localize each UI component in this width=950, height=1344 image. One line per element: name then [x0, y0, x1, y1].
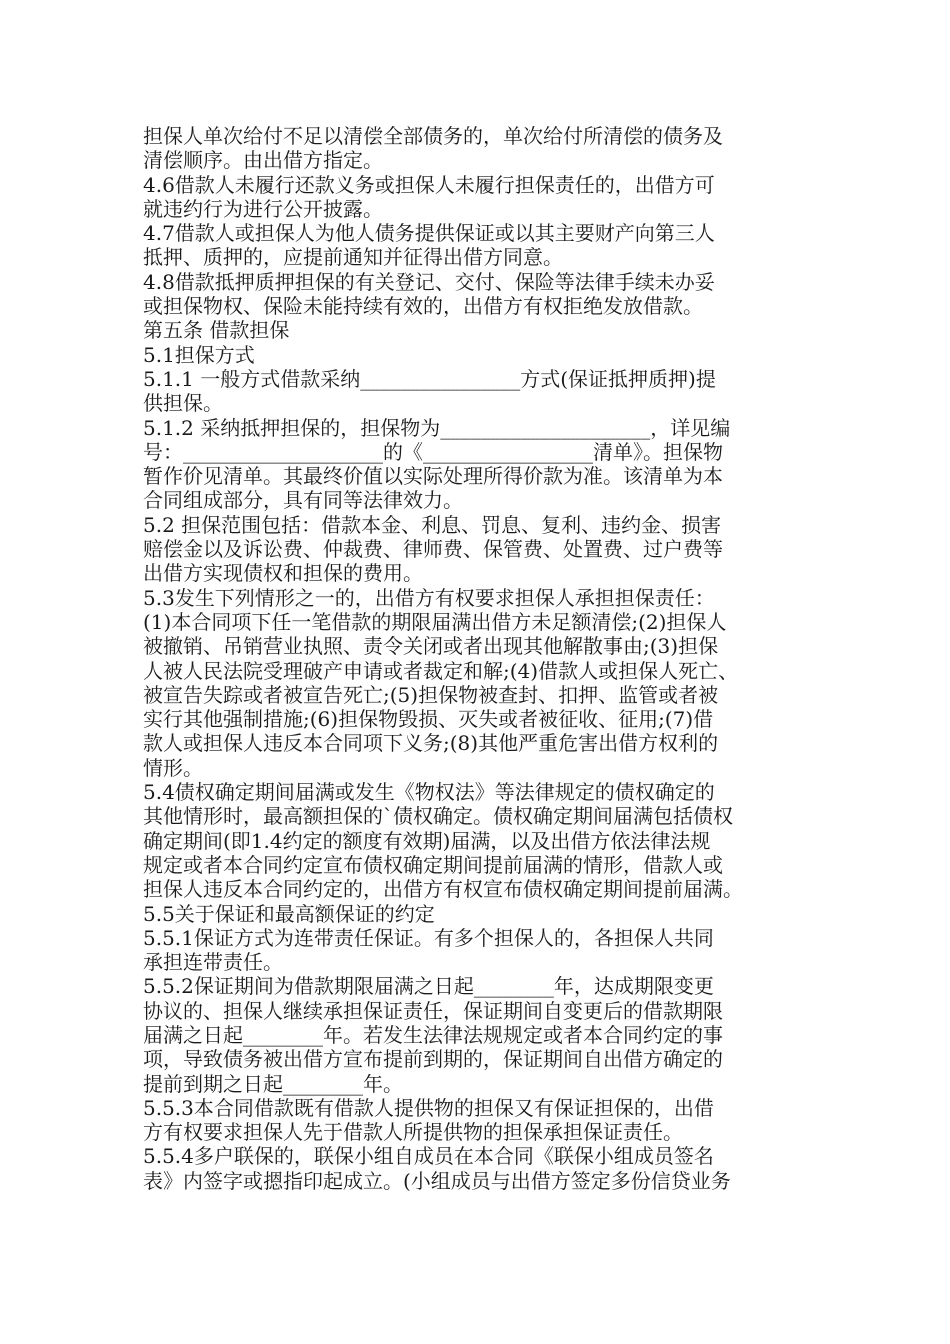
- text-line: 担保人单次给付不足以清偿全部债务的，单次给付所清偿的债务及: [143, 124, 723, 148]
- section-heading: 第五条 借款担保: [143, 318, 290, 343]
- text-line: 协议的、担保人继续承担保证责任，保证期间自变更后的借款期限: [143, 998, 723, 1023]
- text-line: 规定或者本合同约定宣布债权确定期间提前届满的情形，借款人或: [143, 852, 723, 877]
- text-line: 4.6借款人未履行还款义务或担保人未履行担保责任的，出借方可: [143, 172, 715, 197]
- text-line: 其他情形时，最高额担保的`债权确定。债权确定期间届满包括债权: [143, 804, 733, 829]
- text-line: 5.5.1保证方式为连带责任保证。有多个担保人的，各担保人共同: [143, 925, 714, 950]
- text-line: 清偿顺序。由出借方指定。: [143, 148, 383, 173]
- text-line: 出借方实现债权和担保的费用。: [143, 561, 423, 586]
- text-line: 5.1.2 采纳抵押担保的，担保物为_____________________，详见编: [143, 415, 731, 440]
- text-line: 实行其他强制措施;(6)担保物毁损、灭失或者被征收、征用;(7)借: [143, 707, 714, 732]
- text-line: 届满之日起________年。若发生法律法规规定或者本合同约定的事: [143, 1022, 723, 1047]
- text-line: 抵押、质押的，应提前通知并征得出借方同意。: [143, 245, 563, 270]
- text-line: 被撤销、吊销营业执照、责令关闭或者出现其他解散事由;(3)担保: [143, 634, 719, 659]
- text-line: 项，导致债务被出借方宣布提前到期的，保证期间自出借方确定的: [143, 1047, 723, 1072]
- text-line: 提前到期之日起________年。: [143, 1071, 403, 1096]
- text-line: 情形。: [143, 755, 203, 780]
- text-line: 暂作价见清单。其最终价值以实际处理所得价款为准。该清单为本: [143, 464, 723, 489]
- text-line: 或担保物权、保险未能持续有效的，出借方有权拒绝发放借款。: [143, 294, 703, 319]
- text-line: 被宣告失踪或者被宣告死亡;(5)担保物被查封、扣押、监管或者被: [143, 682, 719, 707]
- text-line: 5.2 担保范围包括：借款本金、利息、罚息、复利、违约金、损害: [143, 512, 722, 537]
- text-line: 5.4债权确定期间届满或发生《物权法》等法律规定的债权确定的: [143, 780, 715, 805]
- text-line: 赔偿金以及诉讼费、仲裁费、律师费、保管费、处置费、过户费等: [143, 537, 723, 562]
- text-line: 表》内签字或摁指印起成立。(小组成员与出借方签定多份信贷业务: [143, 1168, 731, 1193]
- document-body: [143, 124, 815, 1193]
- text-line: 确定期间(即1.4约定的额度有效期)届满，以及出借方依法律法规: [143, 828, 711, 853]
- text-line: 款人或担保人违反本合同项下义务;(8)其他严重危害出借方权利的: [143, 731, 719, 756]
- subsection-heading: 5.1担保方式: [143, 342, 255, 367]
- text-line: 就违约行为进行公开披露。: [143, 196, 383, 221]
- text-line: 方有权要求担保人先于借款人所提供物的担保承担保证责任。: [143, 1120, 683, 1145]
- subsection-heading: 5.5关于保证和最高额保证的约定: [143, 901, 435, 926]
- text-line: 承担连带责任。: [143, 950, 283, 975]
- text-line: (1)本合同项下任一笔借款的期限届满出借方未足额清偿;(2)担保人: [143, 609, 727, 634]
- text-line: 5.3发生下列情形之一的，出借方有权要求担保人承担担保责任：: [143, 585, 715, 610]
- text-line: 担保人违反本合同约定的，出借方有权宣布债权确定期间提前届满。: [143, 877, 743, 902]
- text-line: 供担保。: [143, 391, 223, 416]
- text-line: 4.8借款抵押质押担保的有关登记、交付、保险等法律手续未办妥: [143, 269, 715, 294]
- text-line: 5.5.2保证期间为借款期限届满之日起________年，达成期限变更: [143, 974, 714, 999]
- text-line: 4.7借款人或担保人为他人债务提供保证或以其主要财产向第三人: [143, 221, 715, 246]
- text-line: 人被人民法院受理破产申请或者裁定和解;(4)借款人或担保人死亡、: [143, 658, 739, 683]
- text-line: 5.5.4多户联保的，联保小组自成员在本合同《联保小组成员签名: [143, 1144, 714, 1169]
- text-line: 合同组成部分，具有同等法律效力。: [143, 488, 463, 513]
- text-line: 号：____________________的《_________________清单》。担保物: [143, 439, 723, 464]
- text-line: 5.5.3本合同借款既有借款人提供物的担保又有保证担保的，出借: [143, 1095, 714, 1120]
- text-line: 5.1.1 一般方式借款采纳________________方式(保证抵押质押)提: [143, 366, 716, 391]
